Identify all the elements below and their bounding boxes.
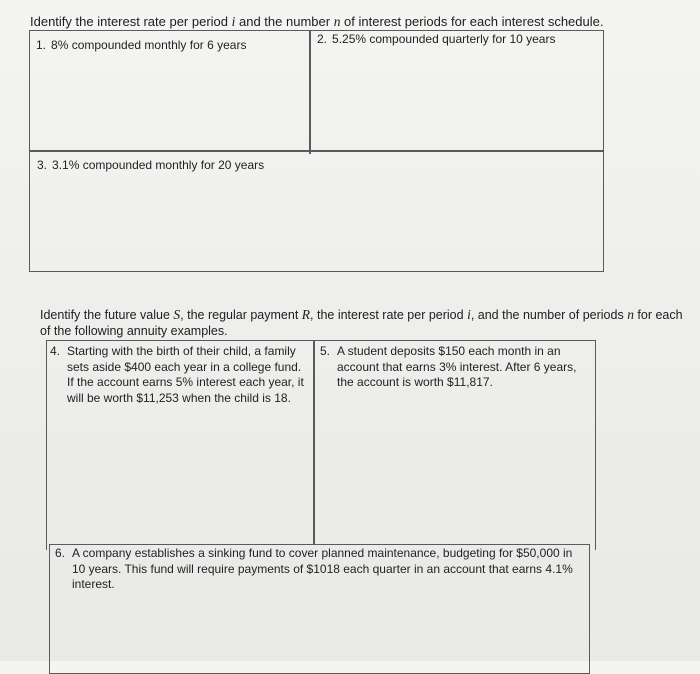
var-n: n [333, 14, 341, 29]
section2-instruction-line2: of the following annuity examples. [40, 324, 228, 338]
problem-1: 1. 8% compounded monthly for 6 years [36, 38, 247, 52]
var-s: S [173, 307, 181, 322]
section2-instruction [40, 307, 690, 339]
problem-4: 4. Starting with the birth of their child, a family sets aside $400 each year in a college fund. If the account earns 5% interest each year, it will be worth $11,253 when the child is 18. [50, 344, 304, 405]
grid-divider-vertical [309, 30, 311, 154]
grid-divider-vertical-2 [313, 340, 315, 545]
var-r: R [301, 307, 311, 322]
var-i: i [467, 307, 471, 322]
var-i: i [231, 14, 236, 29]
section1-instruction: Identify the interest rate per period i and the number n of interest periods for each interest schedule. [30, 14, 604, 29]
problem-5: 5. A student deposits $150 each month in an account that earns 3% interest. After 6 years, the account is worth $11,817. [320, 344, 577, 389]
problem-2: 2. 5.25% compounded quarterly for 10 years [317, 32, 556, 46]
section2-instruction-line1: Identify the future value S, the regular payment R, the interest rate per period i, and the number of periods n for each [40, 307, 683, 322]
grid-divider-horizontal [29, 150, 604, 152]
problem-6: 6. A company establishes a sinking fund to cover planned maintenance, budgeting for $50,000 in 10 years. This fund will require payments of $1018 each quarter in an account that earns 4.1% interest. [55, 546, 573, 591]
var-n: n [627, 307, 634, 322]
problem-3: 3. 3.1% compounded monthly for 20 years [37, 158, 265, 172]
